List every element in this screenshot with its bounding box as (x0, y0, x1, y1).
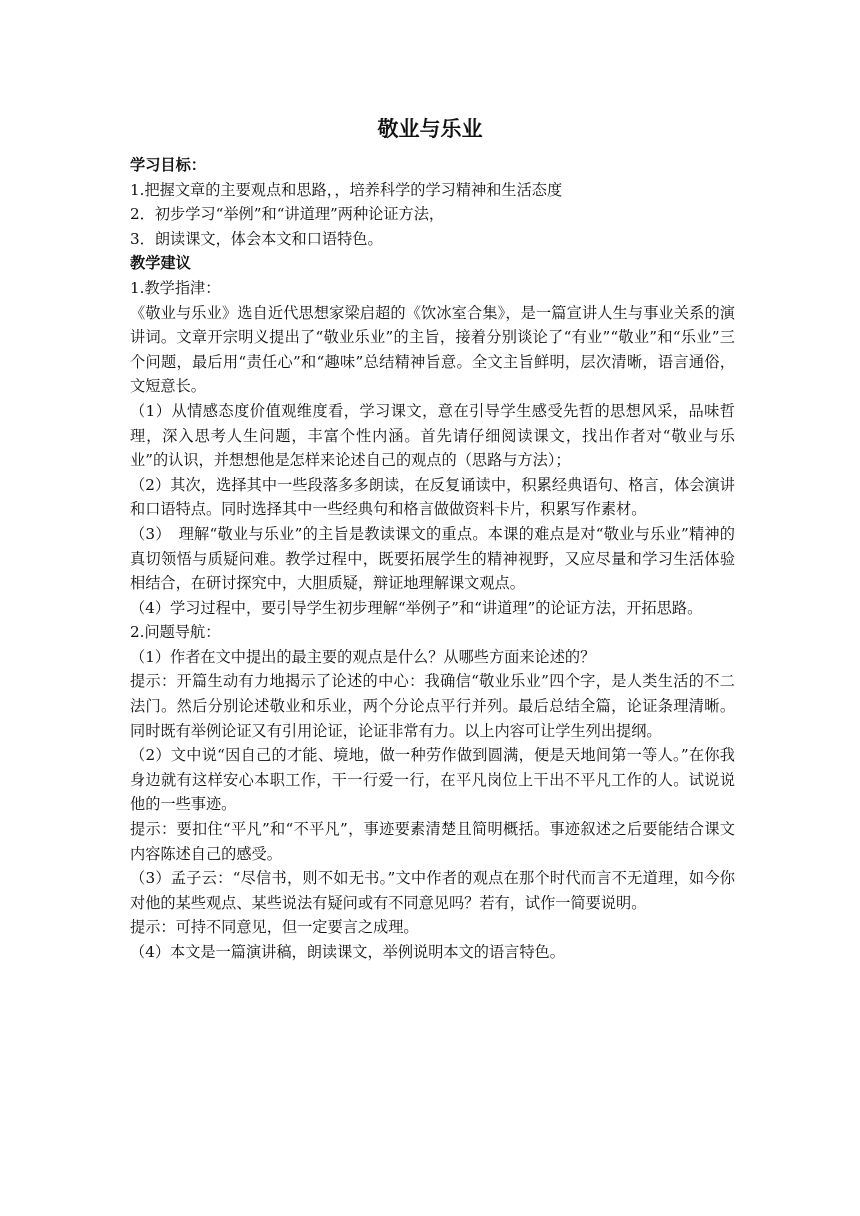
guidance-paragraph: （2）其次，选择其中一些段落多多朗读，在反复诵读中，积累经典语句、格言，体会演讲和口语特点。同时选择其中一些经典句和格言做做资料卡片，积累写作素材。 (130, 475, 735, 519)
guidance-label: 1.教学指津： (130, 278, 221, 297)
goal-item: 3．朗读课文，体会本文和口语特色。 (130, 229, 383, 248)
guidance-paragraph: （4）学习过程中，要引导学生初步理解“举例子”和“讲道理”的论证方法，开拓思路。 (130, 598, 703, 617)
document-title: 敬业与乐业 (377, 117, 483, 141)
question-paragraph: （4）本文是一篇演讲稿，朗读课文，举例说明本文的语言特色。 (130, 943, 565, 961)
guidance-paragraph: 《敬业与乐业》选自近代思想家梁启超的《饮冰室合集》，是一篇宣讲人生与事业关系的演讲词。文章开宗明义提出了“敬业乐业”的主旨，接着分别谈论了“有业”“敬业”和“乐业”三个问题，最后用“责任心”和“趣味”总结精神旨意。全文主旨鲜明，层次清晰，语言通俗，文短意长。 (130, 303, 735, 396)
question-paragraph: 提示：要扣住“平凡”和“不平凡”，事迹要素清楚且简明概括。事迹叙述之后要能结合课文内容陈述自己的感受。 (130, 820, 735, 863)
guidance-paragraph: （1）从情感态度价值观维度看，学习课文，意在引导学生感受先哲的思想风采，品味哲理，深入思考人生问题，丰富个性内涵。首先请仔细阅读课文，找出作者对“敬业与乐业”的认识，并想想他是怎样来论述自己的观点的（思路与方法）； (130, 401, 735, 470)
goal-item: 1.把握文章的主要观点和思路，，培养科学的学习精神和生活态度 (130, 180, 563, 199)
goals-heading: 学习目标： (130, 156, 206, 174)
goal-item: 2．初步学习“举例”和“讲道理”两种论证方法， (130, 205, 445, 224)
question-paragraph: （3）孟子云：“尽信书，则不如无书。”文中作者的观点在那个时代而言不无道理，如今你对他的某些观点、某些说法有疑问或有不同意见吗？若有，试作一简要说明。 (130, 869, 735, 912)
document-body (130, 153, 735, 965)
teaching-heading: 教学建议 (130, 254, 191, 273)
guidance-paragraph: （3） 理解“敬业与乐业”的主旨是教读课文的重点。本课的难点是对“敬业与乐业”精神的真切领悟与质疑问难。教学过程中，既要拓展学生的精神视野，又应尽量和学习生活体验相结合，在研讨探究中，大胆质疑，辩证地理解课文观点。 (130, 524, 735, 593)
question-paragraph: （1）作者在文中提出的最主要的观点是什么？从哪些方面来论述的？ (130, 647, 596, 666)
question-paragraph: （2）文中说“因自己的才能、境地，做一种劳作做到圆满，便是天地间第一等人。”在你我身边就有这样安心本职工作，干一行爱一行，在平凡岗位上干出不平凡工作的人。试说说他的一些事迹。 (130, 746, 735, 814)
questions-label: 2.问题导航： (130, 623, 221, 642)
question-paragraph: 提示：可持不同意见，但一定要言之成理。 (130, 918, 419, 937)
question-paragraph: 提示：开篇生动有力地揭示了论述的中心：我确信“敬业乐业”四个字，是人类生活的不二法门。然后分别论述敬业和乐业，两个分论点平行并列。最后总结全篇，论证条理清晰。同时既有举例论证又有引用论证，论证非常有力。以上内容可让学生列出提纲。 (130, 672, 735, 740)
